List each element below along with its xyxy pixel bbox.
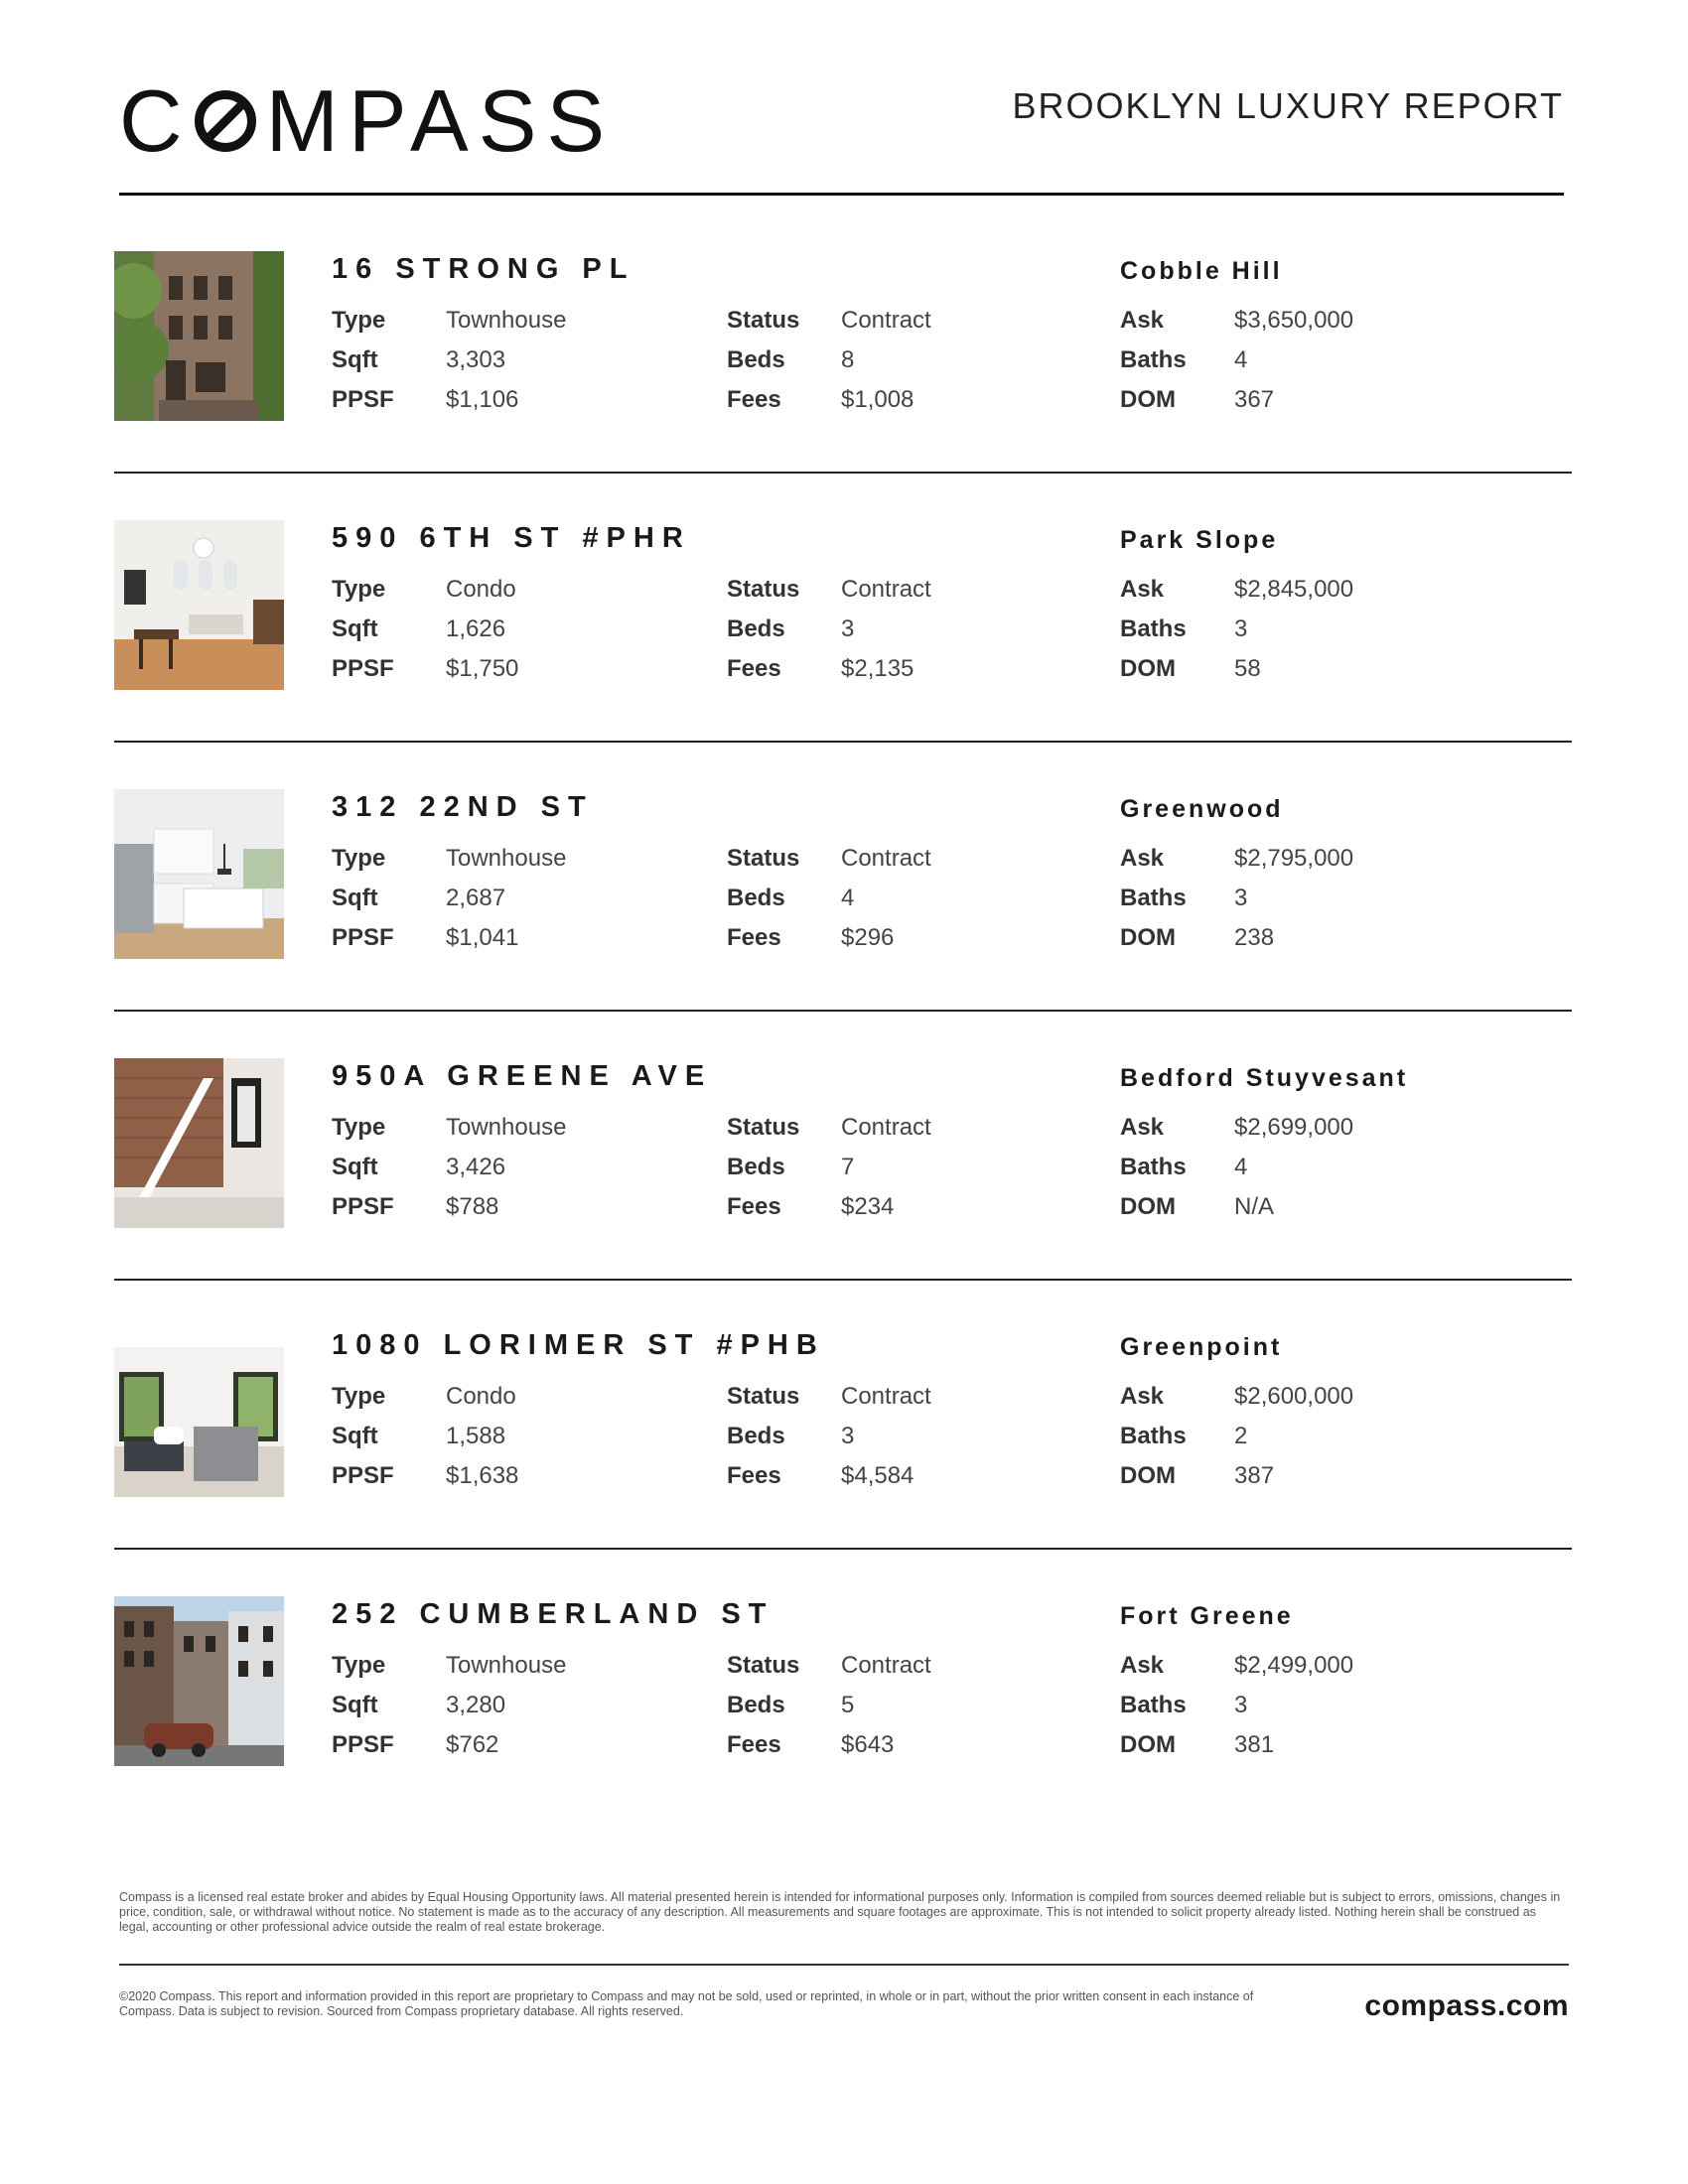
field-value-beds: 3: [841, 1423, 855, 1449]
listing-neighborhood: Greenpoint: [1120, 1333, 1283, 1361]
field-value-ask: $2,795,000: [1234, 845, 1354, 872]
field-label-status: Status: [727, 845, 800, 872]
field-value-ppsf: $788: [446, 1193, 499, 1220]
field-value-fees: $234: [841, 1193, 895, 1220]
field-label-dom: DOM: [1120, 1731, 1176, 1758]
listing-photo[interactable]: [114, 1596, 284, 1766]
field-value-fees: $296: [841, 924, 895, 951]
listing-address[interactable]: 590 6TH ST #PHR: [332, 522, 691, 554]
listing-address[interactable]: 1080 LORIMER ST #PHB: [332, 1329, 825, 1361]
field-value-dom: 238: [1234, 924, 1275, 951]
field-label-fees: Fees: [727, 924, 781, 951]
field-label-ppsf: PPSF: [332, 1193, 394, 1220]
field-label-fees: Fees: [727, 386, 781, 413]
field-value-type: Townhouse: [446, 307, 567, 334]
field-value-sqft: 2,687: [446, 885, 506, 911]
listing-divider: [114, 472, 1572, 474]
field-label-ask: Ask: [1120, 1114, 1165, 1141]
field-label-ask: Ask: [1120, 845, 1165, 872]
field-value-beds: 4: [841, 885, 855, 911]
field-label-dom: DOM: [1120, 655, 1176, 682]
listing-divider: [114, 741, 1572, 743]
listing-row[interactable]: [114, 1327, 1572, 1498]
field-label-sqft: Sqft: [332, 346, 378, 373]
field-label-type: Type: [332, 307, 386, 334]
field-value-sqft: 1,588: [446, 1423, 506, 1449]
field-label-baths: Baths: [1120, 346, 1187, 373]
field-value-ppsf: $1,106: [446, 386, 519, 413]
field-value-ask: $3,650,000: [1234, 307, 1354, 334]
field-label-baths: Baths: [1120, 1692, 1187, 1718]
field-value-dom: 381: [1234, 1731, 1275, 1758]
field-value-sqft: 3,303: [446, 346, 506, 373]
field-value-dom: 387: [1234, 1462, 1275, 1489]
field-value-sqft: 3,426: [446, 1154, 506, 1180]
field-label-type: Type: [332, 576, 386, 603]
field-value-dom: N/A: [1234, 1193, 1275, 1220]
field-value-beds: 3: [841, 615, 855, 642]
report-title: BROOKLYN LUXURY REPORT: [1012, 85, 1564, 126]
copyright-notice: ©2020 Compass. This report and information provided in this report are proprietary to Compass and may not be sold, used or reprinted, in whole or in part, without the prior written consent in each instance of Compass. Data is subject to revision. Sourced from Compass proprietary database. All rights reserved.: [119, 1989, 1254, 2018]
listing-divider: [114, 1279, 1572, 1281]
field-label-ppsf: PPSF: [332, 655, 394, 682]
field-value-fees: $2,135: [841, 655, 914, 682]
field-value-ppsf: $1,750: [446, 655, 519, 682]
listing-row[interactable]: [114, 1058, 1572, 1229]
field-label-status: Status: [727, 1114, 800, 1141]
field-label-baths: Baths: [1120, 885, 1187, 911]
legal-disclaimer: Compass is a licensed real estate broker and abides by Equal Housing Opportunity laws. All material presented herein is intended for informational purposes only. Information is compiled from sources deemed reliable but is subject to errors, omissions, changes in price, condition, sale, or withdrawal without notice. No statement is made as to the accuracy of any description. All measurements and square footages are approximate. This is not intended to solicit property already listed. Nothing herein shall be construed as legal, accounting or other professional advice outside the realm of real estate brokerage.: [119, 1890, 1561, 1934]
field-label-sqft: Sqft: [332, 615, 378, 642]
field-label-fees: Fees: [727, 1193, 781, 1220]
listing-row[interactable]: [114, 520, 1572, 691]
listing-row[interactable]: [114, 1596, 1572, 1767]
field-label-ppsf: PPSF: [332, 386, 394, 413]
listing-neighborhood: Cobble Hill: [1120, 257, 1283, 285]
field-value-type: Condo: [446, 576, 516, 603]
field-label-status: Status: [727, 1383, 800, 1410]
field-value-ppsf: $762: [446, 1731, 499, 1758]
listing-photo[interactable]: [114, 1327, 284, 1497]
listing-photo[interactable]: [114, 251, 284, 421]
field-value-type: Townhouse: [446, 1652, 567, 1679]
field-label-type: Type: [332, 845, 386, 872]
field-value-baths: 4: [1234, 346, 1248, 373]
field-value-baths: 3: [1234, 885, 1248, 911]
listing-row[interactable]: [114, 251, 1572, 422]
field-value-ppsf: $1,041: [446, 924, 519, 951]
field-label-sqft: Sqft: [332, 1692, 378, 1718]
field-value-beds: 8: [841, 346, 855, 373]
header-divider: [119, 193, 1564, 196]
listing-divider: [114, 1548, 1572, 1550]
field-value-fees: $1,008: [841, 386, 914, 413]
field-label-fees: Fees: [727, 1462, 781, 1489]
field-label-status: Status: [727, 576, 800, 603]
field-label-dom: DOM: [1120, 1462, 1176, 1489]
field-value-baths: 4: [1234, 1154, 1248, 1180]
field-label-ppsf: PPSF: [332, 924, 394, 951]
listing-neighborhood: Fort Greene: [1120, 1602, 1294, 1630]
field-value-status: Contract: [841, 1114, 931, 1141]
field-label-baths: Baths: [1120, 1423, 1187, 1449]
field-label-sqft: Sqft: [332, 885, 378, 911]
field-label-ask: Ask: [1120, 576, 1165, 603]
field-value-type: Townhouse: [446, 845, 567, 872]
field-value-ask: $2,499,000: [1234, 1652, 1354, 1679]
compass-logo-o-icon: [195, 90, 256, 152]
field-value-beds: 7: [841, 1154, 855, 1180]
field-value-type: Condo: [446, 1383, 516, 1410]
field-value-status: Contract: [841, 1652, 931, 1679]
field-value-sqft: 1,626: [446, 615, 506, 642]
field-label-dom: DOM: [1120, 1193, 1176, 1220]
field-value-status: Contract: [841, 845, 931, 872]
field-label-beds: Beds: [727, 1154, 785, 1180]
field-label-ask: Ask: [1120, 307, 1165, 334]
field-value-beds: 5: [841, 1692, 855, 1718]
listing-neighborhood: Bedford Stuyvesant: [1120, 1064, 1409, 1092]
field-label-dom: DOM: [1120, 924, 1176, 951]
field-value-dom: 58: [1234, 655, 1261, 682]
field-label-beds: Beds: [727, 346, 785, 373]
field-label-status: Status: [727, 1652, 800, 1679]
listing-photo[interactable]: [114, 1058, 284, 1228]
field-value-type: Townhouse: [446, 1114, 567, 1141]
listing-photo[interactable]: [114, 520, 284, 690]
listing-address[interactable]: 950A GREENE AVE: [332, 1060, 713, 1092]
report-header: [119, 71, 1564, 170]
listing-neighborhood: Greenwood: [1120, 795, 1284, 823]
compass-logo[interactable]: C MPASS: [119, 71, 616, 170]
field-label-type: Type: [332, 1652, 386, 1679]
field-value-ask: $2,845,000: [1234, 576, 1354, 603]
field-value-baths: 3: [1234, 615, 1248, 642]
field-value-baths: 3: [1234, 1692, 1248, 1718]
field-value-ppsf: $1,638: [446, 1462, 519, 1489]
listing-address[interactable]: 312 22ND ST: [332, 791, 594, 823]
listing-divider: [114, 1010, 1572, 1012]
field-value-status: Contract: [841, 576, 931, 603]
field-label-baths: Baths: [1120, 1154, 1187, 1180]
field-label-ask: Ask: [1120, 1383, 1165, 1410]
field-label-fees: Fees: [727, 655, 781, 682]
field-label-ppsf: PPSF: [332, 1462, 394, 1489]
field-value-sqft: 3,280: [446, 1692, 506, 1718]
field-label-baths: Baths: [1120, 615, 1187, 642]
field-label-type: Type: [332, 1114, 386, 1141]
listing-neighborhood: Park Slope: [1120, 526, 1279, 554]
field-label-fees: Fees: [727, 1731, 781, 1758]
field-label-status: Status: [727, 307, 800, 334]
field-value-fees: $643: [841, 1731, 895, 1758]
website-link[interactable]: compass.com: [1364, 1989, 1569, 2022]
field-value-dom: 367: [1234, 386, 1275, 413]
listing-address[interactable]: 252 CUMBERLAND ST: [332, 1598, 774, 1630]
field-value-ask: $2,600,000: [1234, 1383, 1354, 1410]
field-value-status: Contract: [841, 307, 931, 334]
field-label-beds: Beds: [727, 1423, 785, 1449]
field-label-beds: Beds: [727, 1692, 785, 1718]
field-label-type: Type: [332, 1383, 386, 1410]
footer-divider: [119, 1964, 1569, 1966]
field-label-sqft: Sqft: [332, 1154, 378, 1180]
field-label-ppsf: PPSF: [332, 1731, 394, 1758]
field-label-dom: DOM: [1120, 386, 1176, 413]
field-value-fees: $4,584: [841, 1462, 914, 1489]
field-label-ask: Ask: [1120, 1652, 1165, 1679]
field-value-ask: $2,699,000: [1234, 1114, 1354, 1141]
listing-address[interactable]: 16 STRONG PL: [332, 253, 635, 285]
field-label-sqft: Sqft: [332, 1423, 378, 1449]
listing-photo[interactable]: [114, 789, 284, 959]
field-label-beds: Beds: [727, 615, 785, 642]
field-value-status: Contract: [841, 1383, 931, 1410]
field-value-baths: 2: [1234, 1423, 1248, 1449]
field-label-beds: Beds: [727, 885, 785, 911]
listing-row[interactable]: [114, 789, 1572, 960]
